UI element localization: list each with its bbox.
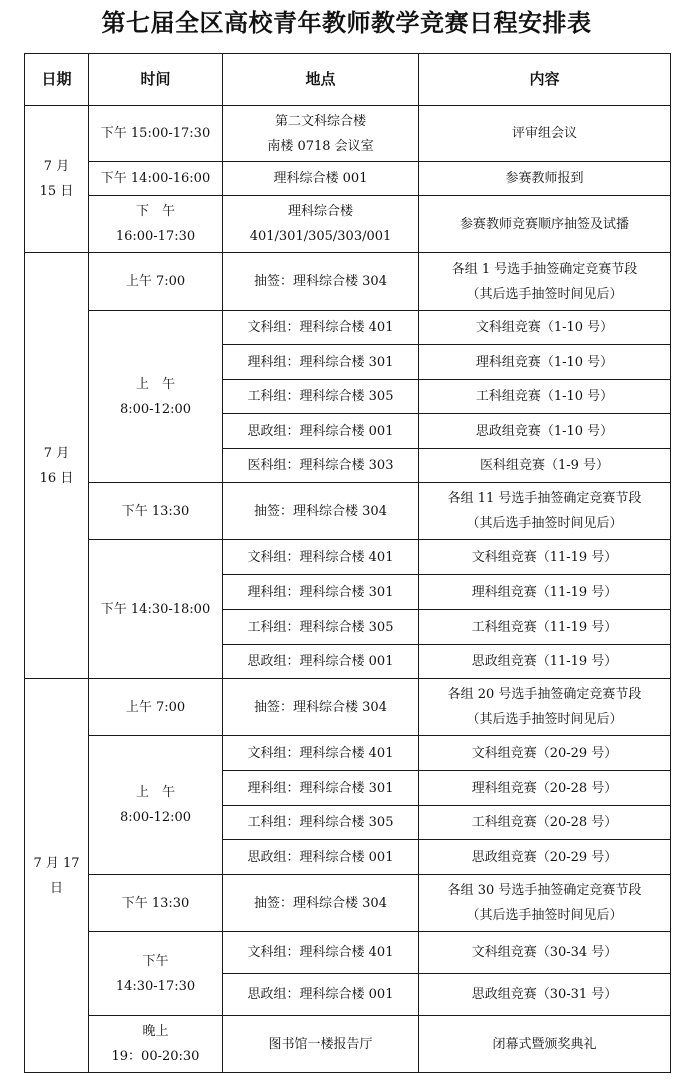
content-cell-line: 各组 11 号选手抽签确定竞赛节段 (447, 491, 642, 506)
schedule-row (25, 483, 671, 540)
content-cell-line: 各组 20 号选手抽签确定竞赛节段 (447, 687, 642, 702)
time-cell-line: 8:00-12:00 (119, 401, 192, 417)
content-cell-line: 评审组会议 (511, 126, 577, 141)
content-cell-line: （其后选手抽签时间见后） (466, 712, 623, 727)
content-cell-line: 思政组竞赛（11-19 号） (471, 654, 618, 669)
time-cell-line: 上午 7:00 (125, 274, 186, 289)
time-cell-line: 下 午 (135, 204, 175, 219)
time-cell-line: 上 午 (135, 376, 175, 392)
date-cell-line: 7 月 (43, 445, 70, 461)
time-cell (89, 253, 223, 311)
content-cell (419, 414, 671, 449)
content-cell-line: 各组 1 号选手抽签确定竞赛节段 (451, 261, 638, 277)
page-title: 第七届全区高校青年教师教学竞赛日程安排表 (101, 9, 592, 37)
location-cell (223, 345, 419, 380)
location-cell-line: 医科组：理科综合楼 303 (247, 458, 394, 473)
location-cell-line: 401/301/305/303/001 (249, 229, 392, 244)
location-cell (223, 162, 419, 196)
schedule-row (25, 875, 671, 932)
time-cell (89, 875, 223, 932)
time-cell-line: 16:00-17:30 (115, 229, 196, 244)
schedule-row (25, 162, 671, 196)
time-cell (89, 162, 223, 196)
content-cell-line: 医科组竞赛（1-9 号） (479, 458, 610, 473)
time-cell (89, 483, 223, 540)
time-cell (89, 1016, 223, 1073)
content-cell-line: 工科组竞赛（1-10 号） (475, 389, 614, 404)
content-cell-line: 各组 30 号选手抽签确定竞赛节段 (447, 883, 642, 898)
location-cell (223, 771, 419, 806)
location-cell-line: 理科组：理科综合楼 301 (247, 354, 394, 370)
content-cell (419, 771, 671, 806)
location-cell-line: 思政组：理科综合楼 001 (247, 849, 394, 865)
location-cell (223, 253, 419, 311)
location-cell-line: 文科组：理科综合楼 401 (247, 745, 394, 761)
location-cell-line: 文科组：理科综合楼 401 (247, 320, 394, 335)
content-cell (419, 840, 671, 875)
content-cell-line: 理科组竞赛（20-28 号） (471, 780, 618, 796)
location-cell-line: 抽签：理科综合楼 304 (254, 699, 387, 715)
location-cell-line: 理科综合楼 (287, 204, 353, 219)
content-cell-line: 理科组竞赛（11-19 号） (471, 584, 618, 600)
header-row (25, 54, 671, 106)
date-cell (25, 679, 89, 1073)
time-cell-line: 8:00-12:00 (119, 810, 192, 825)
column-header-time: 时间 (89, 54, 223, 106)
schedule-row (25, 679, 671, 736)
time-cell-line: 下午 15:00-17:30 (100, 126, 211, 141)
content-cell-line: 工科组竞赛（11-19 号） (471, 619, 618, 635)
schedule-body (25, 106, 671, 1073)
time-cell-line: 上午 7:00 (125, 699, 186, 715)
time-cell (89, 106, 223, 162)
date-cell-line: 7 月 17 (33, 855, 80, 871)
location-cell (223, 106, 419, 162)
location-cell-line: 思政组：理科综合楼 001 (247, 654, 394, 669)
schedule-row (25, 311, 671, 345)
content-cell-line: 思政组竞赛（20-29 号） (471, 849, 618, 865)
date-cell (25, 253, 89, 679)
schedule-row (25, 736, 671, 771)
content-cell-line: 文科组竞赛（1-10 号） (475, 320, 614, 335)
location-cell-line: 南楼 0718 会议室 (267, 138, 374, 154)
content-cell-line: （其后选手抽签时间见后） (466, 908, 623, 923)
location-cell-line: 思政组：理科综合楼 001 (247, 423, 394, 439)
location-cell (223, 645, 419, 679)
content-cell-line: 思政组竞赛（30-31 号） (471, 987, 618, 1002)
content-cell (419, 932, 671, 974)
location-cell-line: 抽签：理科综合楼 304 (254, 895, 387, 911)
time-cell-line: 14:30-17:30 (115, 978, 196, 994)
location-cell-line: 理科组：理科综合楼 301 (247, 584, 394, 600)
time-cell-line: 晚上 (142, 1024, 169, 1039)
schedule-table (24, 53, 671, 1073)
location-cell-line: 工科组：理科综合楼 305 (247, 815, 394, 830)
location-cell (223, 840, 419, 875)
content-cell (419, 610, 671, 645)
content-cell-line: 参赛教师竞赛顺序抽签及试播 (459, 216, 629, 232)
location-cell-line: 抽签：理科综合楼 304 (254, 503, 387, 519)
date-cell-line: 16 日 (39, 470, 74, 486)
location-cell (223, 483, 419, 540)
date-cell-line: 7 月 (43, 159, 70, 174)
location-cell (223, 540, 419, 575)
location-cell (223, 196, 419, 253)
content-cell-line: 思政组竞赛（1-10 号） (475, 423, 614, 439)
time-cell-line: 19：00-20:30 (111, 1049, 200, 1064)
location-cell-line: 工科组：理科综合楼 305 (247, 389, 394, 404)
content-cell-line: 闭幕式暨颁奖典礼 (492, 1036, 597, 1052)
location-cell (223, 449, 419, 483)
time-cell (89, 932, 223, 1016)
content-cell-line: （其后选手抽签时间见后） (466, 286, 623, 302)
content-cell (419, 736, 671, 771)
content-cell (419, 575, 671, 610)
location-cell (223, 414, 419, 449)
content-cell-line: 参赛教师报到 (505, 171, 584, 186)
location-cell (223, 1016, 419, 1073)
schedule-row (25, 196, 671, 253)
location-cell-line: 抽签：理科综合楼 304 (254, 274, 387, 289)
location-cell (223, 974, 419, 1016)
location-cell-line: 理科综合楼 001 (273, 171, 368, 186)
location-cell-line: 图书馆一楼报告厅 (268, 1036, 373, 1052)
time-cell-line: 下午 (142, 953, 169, 969)
time-cell (89, 540, 223, 679)
content-cell (419, 449, 671, 483)
content-cell (419, 380, 671, 414)
content-cell-line: 工科组竞赛（20-28 号） (471, 815, 618, 830)
time-cell (89, 679, 223, 736)
time-cell (89, 311, 223, 483)
column-header-location: 地点 (223, 54, 419, 106)
location-cell-line: 文科组：理科综合楼 401 (247, 549, 394, 565)
time-cell-line: 下午 14:30-18:00 (100, 601, 211, 617)
schedule-row (25, 1016, 671, 1073)
schedule-row (25, 540, 671, 575)
content-cell (419, 540, 671, 575)
location-cell (223, 932, 419, 974)
content-cell (419, 311, 671, 345)
column-header-content: 内容 (419, 54, 671, 106)
time-cell-line: 下午 13:30 (121, 503, 190, 519)
schedule-row (25, 106, 671, 162)
content-cell (419, 483, 671, 540)
date-cell-line: 日 (49, 880, 63, 896)
content-cell-line: 文科组竞赛（30-34 号） (471, 945, 618, 960)
date-cell (25, 106, 89, 253)
time-cell-line: 下午 13:30 (121, 895, 190, 911)
content-cell (419, 196, 671, 253)
time-cell-line: 下午 14:00-16:00 (100, 171, 211, 186)
content-cell-line: 文科组竞赛（11-19 号） (471, 549, 618, 565)
time-cell (89, 736, 223, 875)
location-cell (223, 736, 419, 771)
content-cell (419, 1016, 671, 1073)
content-cell-line: （其后选手抽签时间见后） (466, 516, 623, 531)
content-cell (419, 806, 671, 840)
location-cell-line: 工科组：理科综合楼 305 (247, 619, 394, 635)
time-cell-line: 上 午 (135, 785, 175, 800)
time-cell (89, 196, 223, 253)
location-cell (223, 679, 419, 736)
location-cell (223, 380, 419, 414)
content-cell (419, 875, 671, 932)
schedule-row (25, 932, 671, 974)
date-cell-line: 15 日 (39, 184, 74, 199)
content-cell (419, 106, 671, 162)
content-cell (419, 974, 671, 1016)
content-cell (419, 162, 671, 196)
column-header-date: 日期 (25, 54, 89, 106)
content-cell (419, 253, 671, 311)
content-cell (419, 679, 671, 736)
location-cell (223, 575, 419, 610)
location-cell-line: 第二文科综合楼 (274, 113, 366, 129)
schedule-row (25, 253, 671, 311)
location-cell (223, 311, 419, 345)
location-cell (223, 610, 419, 645)
location-cell (223, 806, 419, 840)
content-cell-line: 理科组竞赛（1-10 号） (475, 354, 614, 370)
location-cell-line: 文科组：理科综合楼 401 (247, 945, 394, 960)
content-cell (419, 345, 671, 380)
content-cell-line: 文科组竞赛（20-29 号） (471, 745, 618, 761)
location-cell (223, 875, 419, 932)
location-cell-line: 思政组：理科综合楼 001 (247, 987, 394, 1002)
location-cell-line: 理科组：理科综合楼 301 (247, 780, 394, 796)
content-cell (419, 645, 671, 679)
